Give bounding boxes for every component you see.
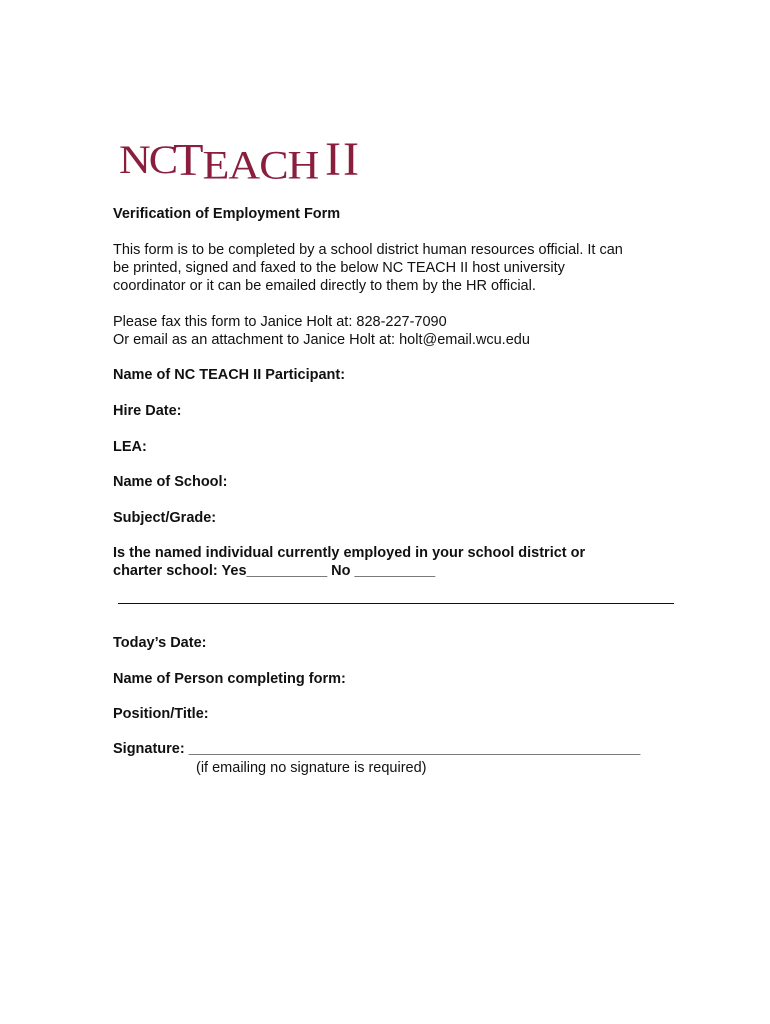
logo-teach	[173, 133, 319, 188]
employment-question-line-1: Is the named individual currently employed in your school district or	[113, 545, 586, 561]
logo-roman-numeral: II	[325, 133, 361, 186]
lea-label: LEA:	[113, 439, 147, 455]
intro-line-3: coordinator or it can be emailed directly to them by the HR official.	[113, 278, 536, 294]
logo-teach-initial: T	[173, 133, 203, 186]
todays-date-label: Today’s Date:	[113, 635, 207, 651]
form-title: Verification of Employment Form	[113, 206, 341, 222]
intro-line-1: This form is to be completed by a school district human resources official. It can	[113, 242, 623, 258]
hire-date-label: Hire Date:	[113, 403, 182, 419]
fax-instruction: Please fax this form to Janice Holt at: 828-227-7090	[113, 314, 447, 330]
logo-teach-rest: EACH	[202, 142, 319, 188]
signature-note: (if emailing no signature is required)	[196, 760, 427, 776]
ncteach-logo	[119, 133, 364, 188]
school-name-label: Name of School:	[113, 474, 228, 490]
position-title-label: Position/Title:	[113, 706, 209, 722]
participant-name-label: Name of NC TEACH II Participant:	[113, 367, 346, 383]
intro-line-2: be printed, signed and faxed to the below NC TEACH II host university	[113, 260, 565, 276]
divider-line	[118, 603, 674, 604]
logo-nc: NC	[119, 137, 177, 183]
employment-question-line-2: charter school: Yes__________ No __________	[113, 563, 436, 579]
email-instruction: Or email as an attachment to Janice Holt at: holt@email.wcu.edu	[113, 332, 530, 348]
signature-line: Signature: ________________________________________________________	[113, 741, 641, 757]
person-completing-label: Name of Person completing form:	[113, 671, 346, 687]
subject-grade-label: Subject/Grade:	[113, 510, 217, 526]
